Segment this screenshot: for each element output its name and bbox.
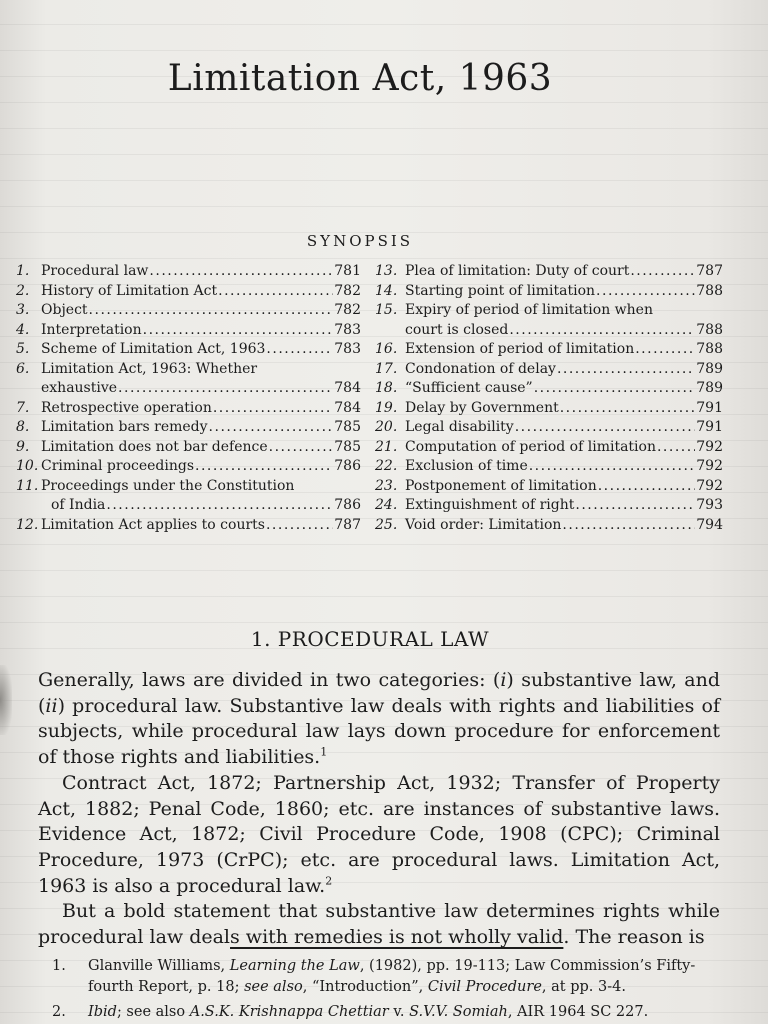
synopsis-entry — [375, 516, 723, 536]
entry-page: 787 — [696, 263, 723, 279]
entry-label: Scheme of Limitation Act, 1963 — [41, 341, 266, 357]
entry-number: 6. — [16, 360, 30, 377]
entry-page: 786 — [334, 497, 361, 513]
synopsis-entry — [375, 282, 723, 302]
entry-label-continued: court is closed — [405, 321, 509, 338]
dot-leader — [149, 262, 333, 282]
synopsis-entry — [16, 438, 361, 458]
entry-number: 5. — [16, 341, 30, 357]
synopsis-entry — [16, 516, 361, 536]
footnote-1: 1. Glanville Williams, Learning the Law, (1982), pp. 19-113; Law Commission’s Fifty-fourth Report, p. 18; see also, “Introduction”, Civil Procedure, at pp. 3-4. — [52, 958, 696, 995]
synopsis-entry-continuation — [16, 496, 361, 516]
entry-page: 792 — [696, 438, 723, 455]
entry-label: Object — [41, 302, 88, 318]
synopsis-entry-continuation — [375, 321, 723, 341]
entry-label: Void order: Limitation — [405, 516, 562, 533]
dot-leader — [560, 399, 696, 419]
entry-page: 788 — [696, 282, 723, 299]
entry-page: 791 — [696, 399, 723, 416]
dot-leader — [534, 379, 696, 399]
dot-leader — [195, 457, 333, 477]
dot-leader — [515, 418, 696, 438]
entry-number: 7. — [16, 399, 30, 416]
dot-leader — [635, 340, 695, 360]
entry-number: 10. — [16, 458, 39, 474]
entry-page: 789 — [696, 380, 723, 396]
dot-leader — [529, 457, 696, 477]
entry-number: 24. — [375, 497, 398, 513]
entry-label: Limitation Act applies to courts — [41, 516, 265, 533]
synopsis-entry — [375, 418, 723, 438]
entry-label: Expiry of period of limitation when — [405, 302, 653, 318]
dot-leader — [143, 321, 334, 341]
entry-label: Legal disability — [405, 419, 514, 435]
entry-label: Procedural law — [41, 263, 149, 279]
synopsis-entry — [375, 496, 723, 516]
entry-page: 784 — [334, 399, 361, 416]
entry-label: History of Limitation Act — [41, 282, 218, 299]
entry-number: 16. — [375, 341, 398, 357]
entry-page: 788 — [696, 341, 723, 357]
entry-number: 22. — [375, 458, 398, 474]
entry-label: Exclusion of time — [405, 458, 528, 474]
entry-number: 12. — [16, 516, 39, 533]
synopsis-entry — [375, 262, 723, 282]
entry-page: 788 — [696, 321, 723, 338]
synopsis-entry — [375, 457, 723, 477]
dot-leader — [213, 399, 333, 419]
dot-leader — [218, 282, 333, 302]
entry-number: 23. — [375, 477, 398, 494]
entry-page: 783 — [334, 321, 361, 338]
entry-label: Limitation bars remedy — [41, 419, 208, 435]
footnote-2: 2. Ibid; see also A.S.K. Krishnappa Chettiar v. S.V.V. Somiah, AIR 1964 SC 227. — [52, 1004, 649, 1020]
section-heading: 1. PROCEDURAL LAW — [250, 627, 490, 651]
entry-label: Proceedings under the Constitution — [41, 477, 295, 494]
entry-number: 20. — [375, 419, 398, 435]
entry-label: Computation of period of limitation — [405, 438, 656, 455]
entry-page: 784 — [334, 380, 361, 396]
entry-label: Plea of limitation: Duty of court — [405, 263, 630, 279]
entry-label: Postponement of limitation — [405, 477, 597, 494]
entry-number: 21. — [375, 438, 398, 455]
dot-leader — [269, 438, 334, 458]
synopsis-entry — [16, 360, 361, 380]
entry-page: 792 — [696, 458, 723, 474]
entry-label: Retrospective operation — [41, 399, 212, 416]
dot-leader — [266, 516, 333, 536]
dot-leader — [630, 262, 695, 282]
entry-number: 9. — [16, 438, 30, 455]
synopsis-right-column — [375, 262, 723, 535]
entry-page: 785 — [334, 438, 361, 455]
entry-label: Starting point of limitation — [405, 282, 596, 299]
synopsis-entry — [375, 399, 723, 419]
dot-leader — [657, 438, 695, 458]
synopsis-entry — [375, 301, 723, 321]
synopsis-entry — [16, 477, 361, 497]
body-text — [38, 668, 720, 951]
entry-number: 8. — [16, 419, 30, 435]
entry-number: 3. — [16, 302, 30, 318]
entry-page: 781 — [334, 263, 361, 279]
paragraph-3: But a bold statement that substantive law determines rights while procedural law deals with remedies is not wholly valid. The reason is — [38, 900, 720, 949]
entry-page: 787 — [334, 516, 361, 533]
entry-number: 2. — [16, 282, 30, 299]
entry-number: 4. — [16, 321, 30, 338]
entry-number: 11. — [16, 477, 39, 494]
entry-label: Interpretation — [41, 321, 142, 338]
entry-page: 785 — [334, 419, 361, 435]
synopsis-entry — [375, 379, 723, 399]
dot-leader — [557, 360, 695, 380]
entry-label: Limitation Act, 1963: Whether — [41, 360, 258, 377]
synopsis-entry — [375, 340, 723, 360]
entry-number: 25. — [375, 516, 398, 533]
underlined-phrase: s with remedies is not wholly valid — [230, 926, 564, 949]
footnote-ref-2: 2 — [325, 874, 333, 888]
entry-label: Limitation does not bar defence — [41, 438, 268, 455]
entry-label: Delay by Government — [405, 399, 559, 416]
synopsis-entry — [16, 399, 361, 419]
entry-page: 786 — [334, 458, 361, 474]
footnote-ref-1: 1 — [320, 745, 328, 759]
entry-page: 791 — [696, 419, 723, 435]
synopsis-entry — [375, 477, 723, 497]
dot-leader — [118, 379, 333, 399]
entry-number: 15. — [375, 302, 398, 318]
dot-leader — [562, 516, 695, 536]
entry-page: 782 — [334, 282, 361, 299]
entry-label-continued: of India — [51, 497, 106, 513]
entry-number: 1. — [16, 263, 30, 279]
entry-number: 18. — [375, 380, 398, 396]
entry-page: 794 — [696, 516, 723, 533]
synopsis-entry — [16, 262, 361, 282]
chapter-title: Limitation Act, 1963 — [167, 58, 553, 99]
entry-label-continued: exhaustive — [41, 380, 118, 396]
entry-number: 17. — [375, 360, 398, 377]
entry-label: “Sufficient cause” — [405, 380, 533, 396]
entry-page: 789 — [696, 360, 723, 377]
synopsis-entry — [16, 321, 361, 341]
entry-label: Extension of period of limitation — [405, 341, 635, 357]
footnote-divider — [38, 942, 158, 943]
entry-label: Condonation of delay — [405, 360, 556, 377]
paragraph-2: Contract Act, 1872; Partnership Act, 1932; Transfer of Property Act, 1882; Penal Code, 1860; etc. are instances of substantive laws. Evidence Act, 1872; Civil Procedure Code, 1908 (CPC); Criminal Procedure, 1973 (CrPC); etc. are procedural laws. Limitation Act, 1963 is also a procedural law.$^2$ — [38, 771, 720, 897]
entry-number: 19. — [375, 399, 398, 416]
synopsis-heading: SYNOPSIS — [306, 232, 414, 250]
entry-label: Criminal proceedings — [41, 458, 195, 474]
synopsis-entry — [16, 340, 361, 360]
dot-leader — [209, 418, 334, 438]
synopsis-entry — [375, 360, 723, 380]
entry-number: 14. — [375, 282, 398, 299]
entry-number: 13. — [375, 263, 398, 279]
entry-page: 793 — [696, 497, 723, 513]
dot-leader — [598, 477, 696, 497]
synopsis-entry — [16, 301, 361, 321]
entry-page: 792 — [696, 477, 723, 494]
paragraph-1: Generally, laws are divided in two categories: (i) substantive law, and (ii) procedural law. Substantive law deals with rights and liabilities of subjects, while procedural law lays down procedure for enforcement of those rights and liabilities.$^1$ — [38, 669, 720, 769]
dot-leader — [509, 321, 695, 341]
synopsis-entry-continuation — [16, 379, 361, 399]
synopsis-entry — [16, 457, 361, 477]
synopsis-left-column — [16, 262, 361, 535]
dot-leader — [266, 340, 333, 360]
dot-leader — [106, 496, 333, 516]
entry-label: Extinguishment of right — [405, 497, 575, 513]
synopsis-entry — [375, 438, 723, 458]
synopsis-entry — [16, 282, 361, 302]
footnotes — [52, 956, 722, 1024]
page-edge-shadow — [0, 665, 12, 735]
dot-leader — [89, 301, 334, 321]
entry-page: 782 — [334, 302, 361, 318]
synopsis-entry — [16, 418, 361, 438]
dot-leader — [596, 282, 695, 302]
dot-leader — [575, 496, 695, 516]
entry-page: 783 — [334, 341, 361, 357]
